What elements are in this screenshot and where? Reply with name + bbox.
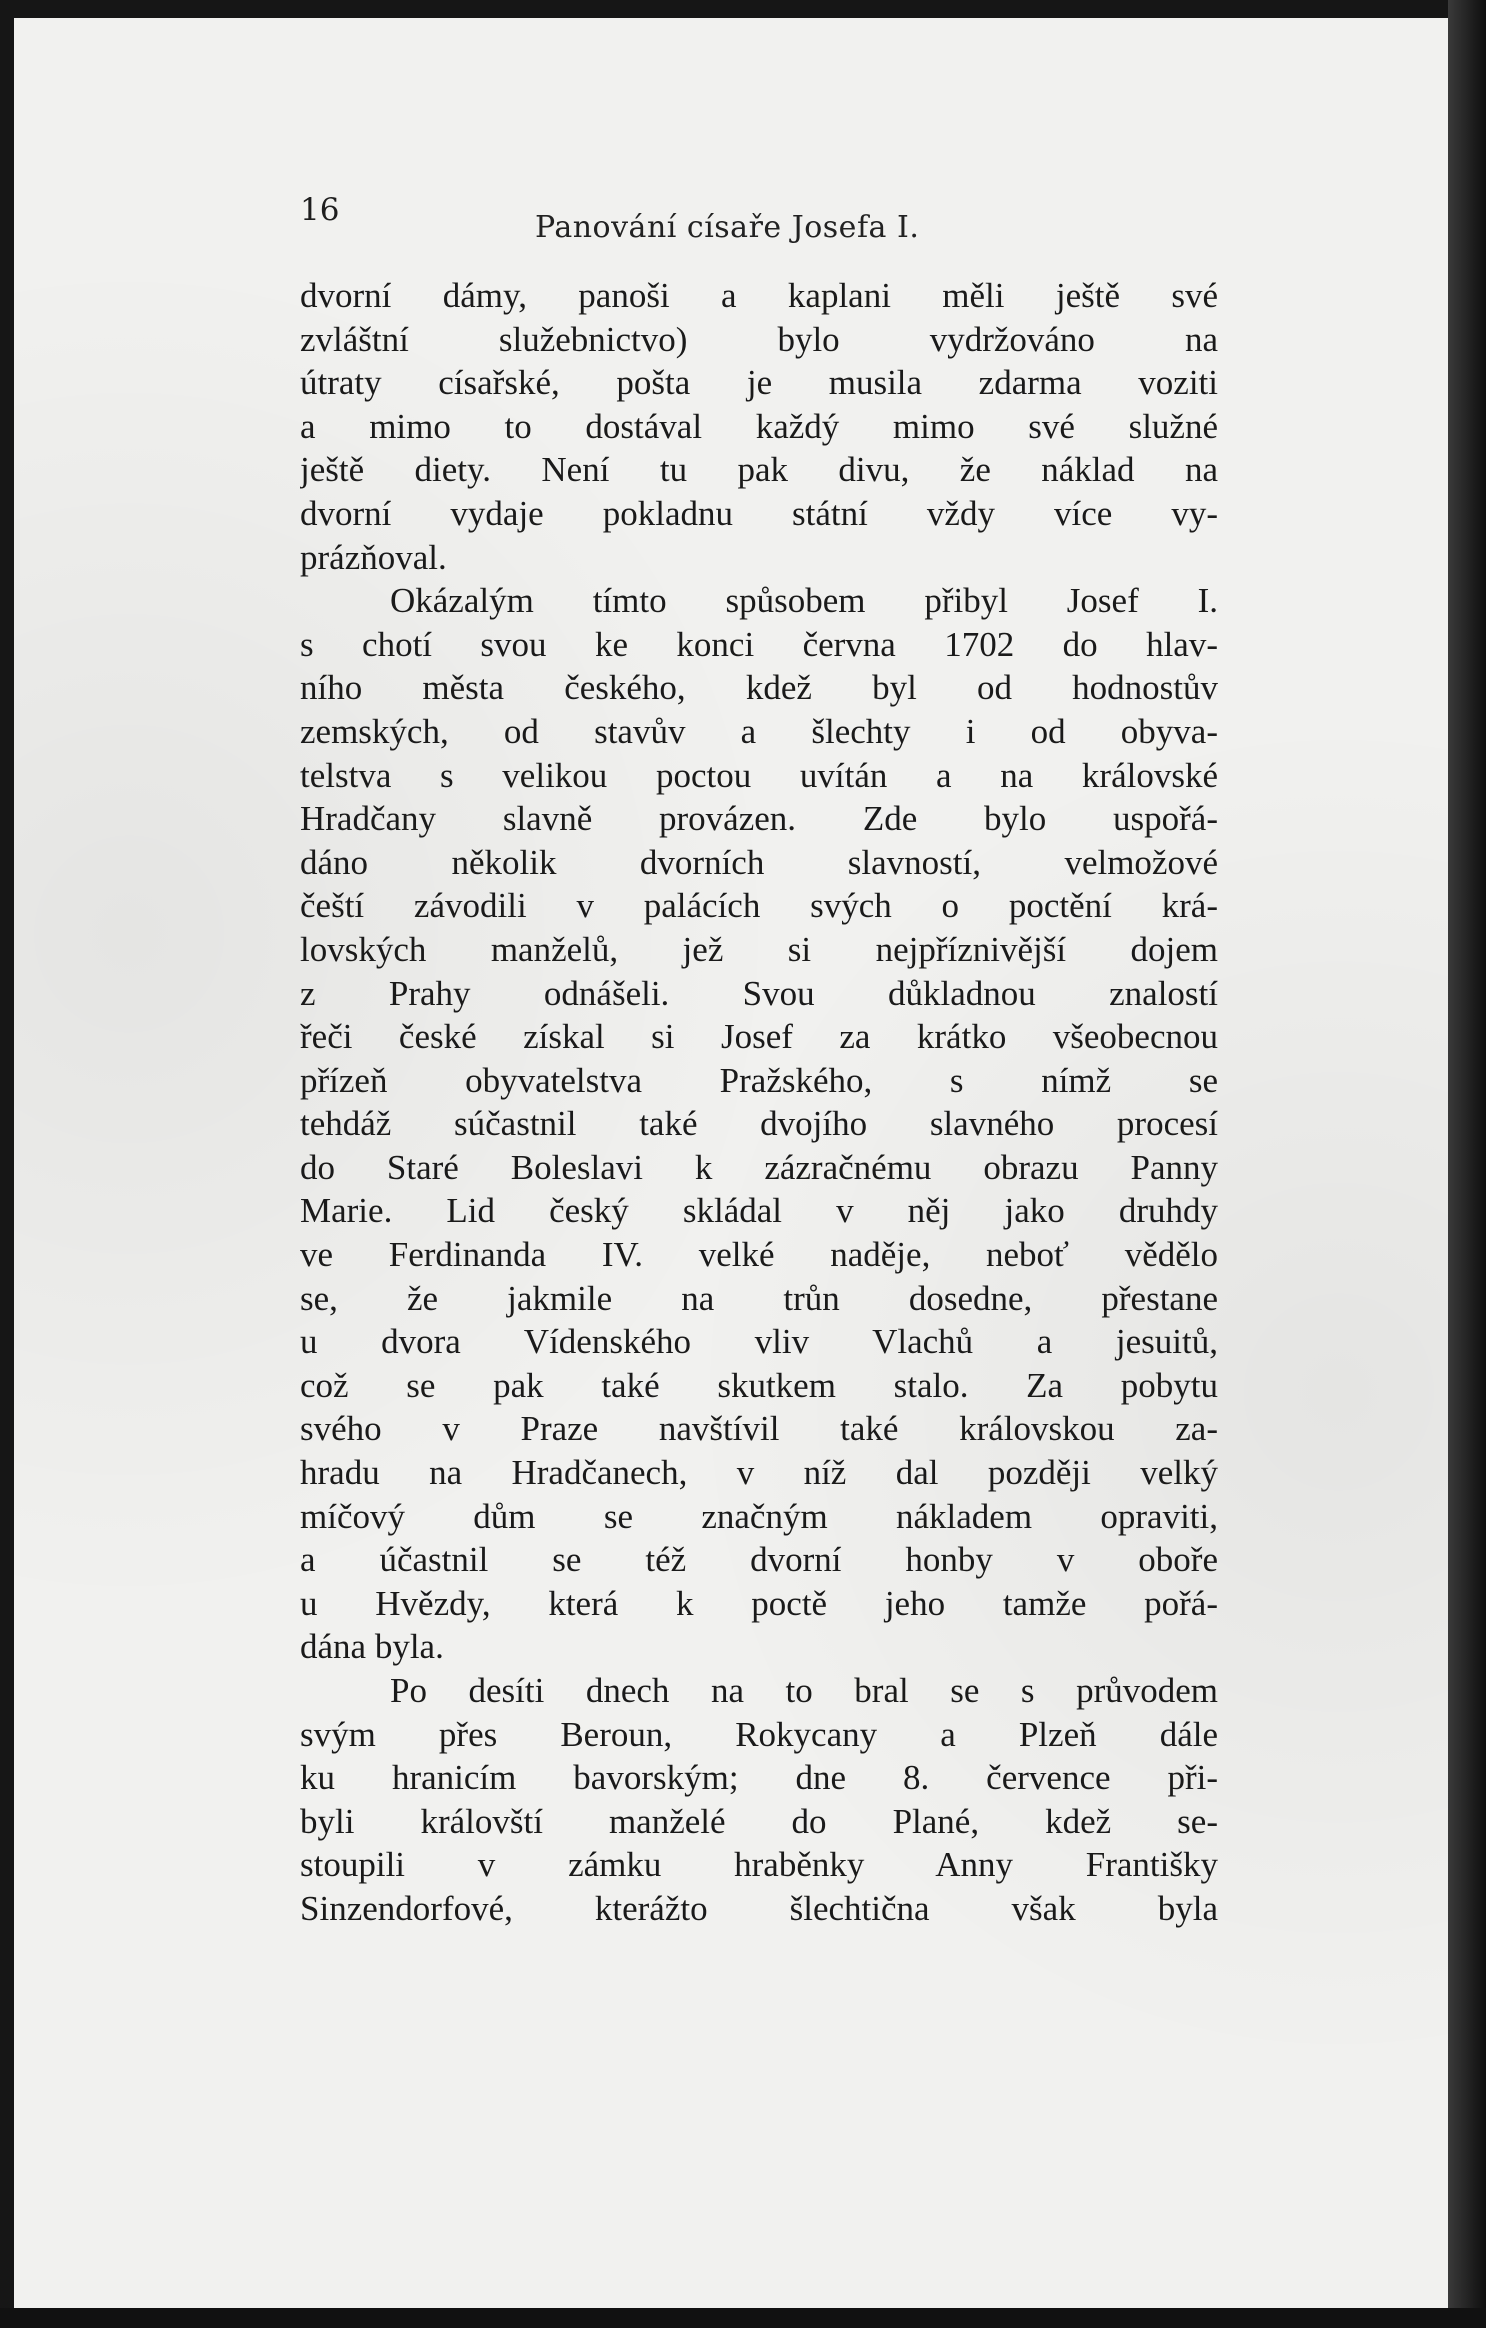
text-line: řeči české získal si Josef za krátko všeobecnou (300, 1017, 1218, 1057)
page-number: 16 (300, 192, 340, 228)
text-line: Marie. Lid český skládal v něj jako druhdy (300, 1191, 1218, 1231)
text-line: dvorní vydaje pokladnu státní vždy více vy- (300, 493, 1218, 533)
text-line: ního města českého, kdež byl od hodnostův (300, 668, 1218, 708)
text-line: a účastnil se též dvorní honby v oboře (300, 1540, 1218, 1580)
text-line: Hradčany slavně provázen. Zde bylo uspořá- (300, 799, 1218, 839)
text-line: hradu na Hradčanech, v níž dal později velký (300, 1453, 1218, 1493)
text-line: s chotí svou ke konci června 1702 do hlav- (300, 624, 1218, 664)
running-head: Panování císaře Josefa I. (535, 210, 920, 245)
text-line: Sinzendorfové, kterážto šlechtična však byla (300, 1888, 1218, 1928)
page-header (300, 192, 1220, 252)
text-line: do Staré Boleslavi k zázračnému obrazu Panny (300, 1147, 1218, 1187)
bottom-edge-shadow (0, 2308, 1486, 2328)
text-line: svým přes Beroun, Rokycany a Plzeň dále (300, 1714, 1218, 1754)
text-line: u Hvězdy, která k poctě jeho tamže pořá- (300, 1583, 1218, 1623)
text-line: Okázalým tímto spůsobem přibyl Josef I. (390, 581, 1218, 621)
text-line: ještě diety. Není tu pak divu, že náklad na (300, 450, 1218, 490)
text-line: ve Ferdinanda IV. velké naděje, neboť vědělo (300, 1235, 1218, 1275)
text-line: Po desíti dnech na to bral se s průvodem (390, 1671, 1218, 1710)
text-line: tehdáž súčastnil také dvojího slavného procesí (300, 1104, 1218, 1144)
page-edge-shadow (1448, 0, 1486, 2328)
text-line: přízeň obyvatelstva Pražského, s nímž se (300, 1060, 1218, 1100)
text-line: svého v Praze navštívil také královskou za- (300, 1409, 1218, 1449)
text-line: dáno několik dvorních slavností, velmožové (300, 842, 1218, 882)
text-line: což se pak také skutkem stalo. Za pobytu (300, 1365, 1218, 1405)
text-line: ku hranicím bavorským; dne 8. července při- (300, 1758, 1218, 1798)
body-text (300, 274, 1218, 1931)
text-line: dvorní dámy, panoši a kaplani měli ještě své (300, 276, 1218, 315)
text-line: stoupili v zámku hraběnky Anny Františky (300, 1845, 1218, 1885)
text-line: lovských manželů, jež si nejpříznivější dojem (300, 929, 1218, 969)
text-line: se, že jakmile na trůn dosedne, přestane (300, 1278, 1218, 1318)
text-line: dána byla. (300, 1627, 444, 1667)
text-line: byli královští manželé do Plané, kdež se- (300, 1801, 1218, 1841)
text-line: útraty císařské, pošta je musila zdarma voziti (300, 363, 1218, 403)
text-line: a mimo to dostával každý mimo své služné (300, 406, 1218, 446)
text-line: zemských, od stavův a šlechty i od obyva- (300, 711, 1218, 751)
text-line: zvláštní služebnictvo) bylo vydržováno na (300, 319, 1218, 359)
text-line: čeští závodili v palácích svých o poctění krá- (300, 886, 1218, 926)
text-line: míčový dům se značným nákladem opraviti, (300, 1496, 1218, 1536)
text-line: z Prahy odnášeli. Svou důkladnou znalostí (300, 973, 1218, 1013)
text-line: u dvora Vídenského vliv Vlachů a jesuitů, (300, 1322, 1218, 1362)
text-line: prázňoval. (300, 537, 447, 577)
text-line: telstva s velikou poctou uvítán a na královské (300, 755, 1218, 795)
